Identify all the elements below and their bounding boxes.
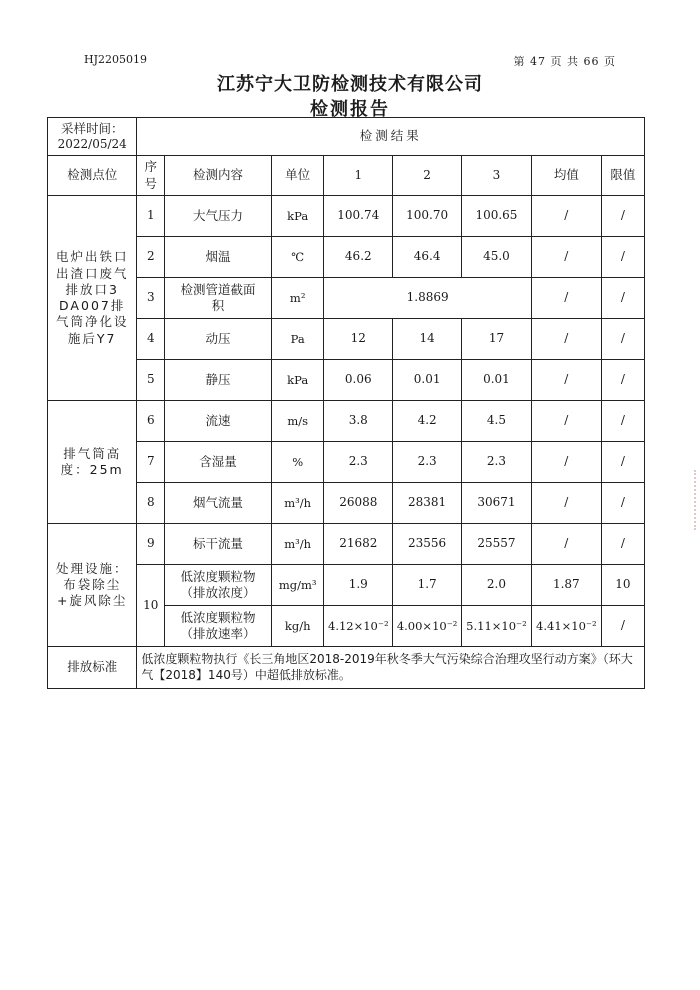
row-avg: / [531,401,601,442]
col-header-r1: 1 [324,156,393,196]
row-unit: m² [271,278,323,319]
row-value-2: 0.01 [393,360,462,401]
table-row [48,483,645,524]
row-avg: / [531,278,601,319]
row-limit: / [601,524,644,565]
row-avg: / [531,237,601,278]
row-avg: / [531,524,601,565]
row-value-1: 21682 [324,524,393,565]
col-header-unit: 单位 [271,156,323,196]
row-unit: kPa [271,360,323,401]
row-unit: kg/h [271,606,323,647]
row-item: 低浓度颗粒物（排放速率） [165,606,272,647]
row-value-1: 1.9 [324,565,393,606]
row-value-3: 2.0 [462,565,532,606]
row-value-3: 5.11×10⁻² [462,606,532,647]
row-limit: / [601,360,644,401]
table-row [48,196,645,237]
row-seq: 8 [137,483,165,524]
row-limit: / [601,237,644,278]
row-avg: / [531,483,601,524]
row-value-2: 28381 [393,483,462,524]
row-item: 静压 [165,360,272,401]
row-seq: 7 [137,442,165,483]
standard-text: 低浓度颗粒物执行《长三角地区2018-2019年秋冬季大气污染综合治理攻坚行动方案》（环大气【2018】140号）中超低排放标准。 [137,647,645,689]
row-seq: 6 [137,401,165,442]
report-number: HJ2205019 [84,53,147,66]
standard-row [48,647,645,689]
company-name: 江苏宁大卫防检测技术有限公司 [217,74,483,95]
row-unit: mg/m³ [271,565,323,606]
row-unit: m/s [271,401,323,442]
row-unit: kPa [271,196,323,237]
row-value-1: 46.2 [324,237,393,278]
results-table [47,117,645,689]
row-limit: / [601,442,644,483]
row-limit: / [601,196,644,237]
row-unit: Pa [271,319,323,360]
row-limit: / [601,606,644,647]
row-unit: ℃ [271,237,323,278]
row-value-2: 14 [393,319,462,360]
row-seq: 1 [137,196,165,237]
col-header-point: 检测点位 [48,156,137,196]
row-item: 烟温 [165,237,272,278]
row-value-1: 3.8 [324,401,393,442]
row-item: 大气压力 [165,196,272,237]
row-unit: m³/h [271,524,323,565]
row-avg: 4.41×10⁻² [531,606,601,647]
row-seq: 4 [137,319,165,360]
row-item: 流速 [165,401,272,442]
stack-height-cell: 排气筒高度：25m [48,401,137,524]
row-value-2: 46.4 [393,237,462,278]
row-item: 低浓度颗粒物（排放浓度） [165,565,272,606]
table-row [48,565,645,606]
row-avg: / [531,196,601,237]
table-row [48,237,645,278]
sampling-time-label: 采样时间： [60,120,124,136]
row-value-3: 0.01 [462,360,532,401]
row-seq: 9 [137,524,165,565]
row-seq: 5 [137,360,165,401]
row-value-2: 2.3 [393,442,462,483]
row-value-3: 100.65 [462,196,532,237]
table-row [48,278,645,319]
standard-label: 排放标准 [48,647,137,689]
seal-mark [688,470,696,530]
col-header-seq: 序号 [137,156,165,196]
row-avg: / [531,360,601,401]
row-value-2: 4.00×10⁻² [393,606,462,647]
table-row [48,401,645,442]
row-seq: 3 [137,278,165,319]
row-merged-value: 1.8869 [324,278,532,319]
row-value-3: 30671 [462,483,532,524]
row-item: 检测管道截面积 [165,278,272,319]
row-avg: / [531,442,601,483]
row-value-3: 17 [462,319,532,360]
row-avg: 1.87 [531,565,601,606]
row-value-2: 4.2 [393,401,462,442]
row-value-3: 45.0 [462,237,532,278]
row-value-1: 26088 [324,483,393,524]
table-row [48,524,645,565]
page-info: 第 47 页 共 66 页 [513,55,616,68]
row-item: 含湿量 [165,442,272,483]
row-value-2: 23556 [393,524,462,565]
row-value-3: 4.5 [462,401,532,442]
location-cell: 电炉出铁口出渣口废气排放口3 DA007排气筒净化设施后Y7 [48,196,137,401]
row-limit: / [601,483,644,524]
row-item: 烟气流量 [165,483,272,524]
row-value-1: 2.3 [324,442,393,483]
sampling-date: 2022/05/24 [57,136,127,151]
row-limit: / [601,319,644,360]
col-header-r3: 3 [462,156,532,196]
report-title: 检测报告 [310,99,390,120]
table-row [48,360,645,401]
row-item: 标干流量 [165,524,272,565]
row-seq: 10 [137,565,165,647]
row-value-2: 100.70 [393,196,462,237]
row-limit: / [601,278,644,319]
col-header-limit: 限值 [601,156,644,196]
row-limit: / [601,401,644,442]
header-row-1 [48,118,645,156]
col-header-avg: 均值 [531,156,601,196]
row-value-1: 4.12×10⁻² [324,606,393,647]
header-row-2 [48,156,645,196]
col-header-r2: 2 [393,156,462,196]
row-value-1: 0.06 [324,360,393,401]
row-limit: 10 [601,565,644,606]
row-unit: % [271,442,323,483]
row-value-3: 25557 [462,524,532,565]
sampling-time-cell [48,118,137,156]
table-row [48,319,645,360]
row-value-3: 2.3 [462,442,532,483]
row-unit: m³/h [271,483,323,524]
row-seq: 2 [137,237,165,278]
facility-cell: 处理设施：布袋除尘+旋风除尘 [48,524,137,647]
table-row [48,442,645,483]
row-value-2: 1.7 [393,565,462,606]
row-value-1: 12 [324,319,393,360]
row-avg: / [531,319,601,360]
col-header-item: 检测内容 [165,156,272,196]
row-item: 动压 [165,319,272,360]
row-value-1: 100.74 [324,196,393,237]
results-header: 检测结果 [137,118,645,156]
